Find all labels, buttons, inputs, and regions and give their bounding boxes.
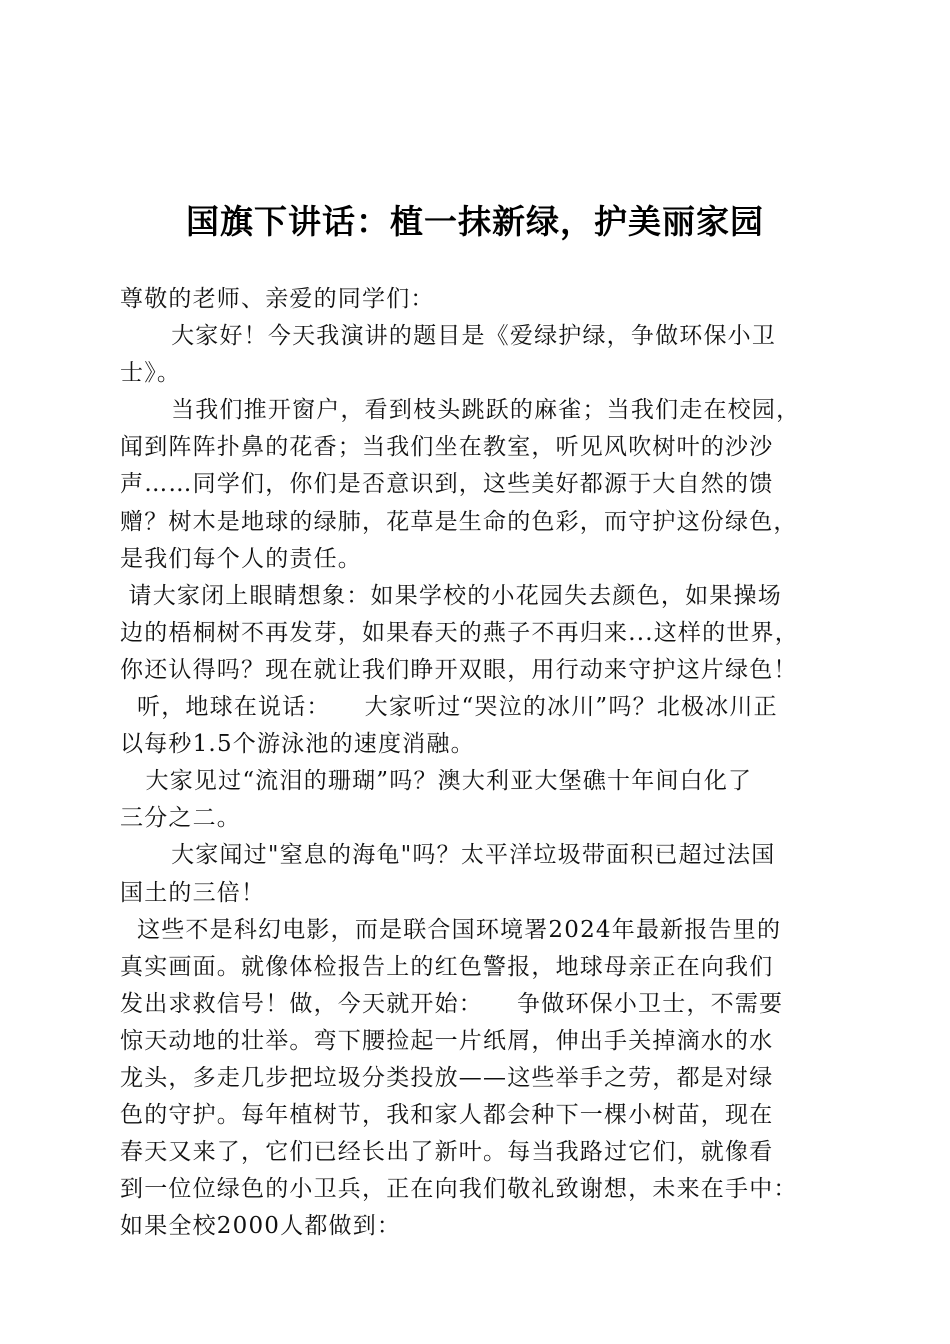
text-line: 请大家闭上眼睛想象：如果学校的小花园失去颜色，如果操场 [120, 582, 782, 609]
text-line: 三分之二。 [120, 805, 241, 832]
text-line: 春天又来了，它们已经长出了新叶。每当我路过它们，就像看 [120, 1139, 774, 1166]
speech-body [120, 281, 830, 1245]
text-line: 士》。 [120, 360, 182, 387]
text-line: 边的梧桐树不再发芽，如果春天的燕子不再归来...这样的世界， [120, 619, 799, 646]
text-line: 声……同学们，你们是否意识到，这些美好都源于大自然的馈 [120, 471, 774, 498]
text-line: 这些不是科幻电影，而是联合国环境署2024年最新报告里的 [120, 916, 782, 943]
text-line: 龙头，多走几步把垃圾分类投放——这些举手之劳，都是对绿 [120, 1064, 774, 1091]
text-line: 以每秒1.5个游泳池的速度消融。 [120, 731, 475, 758]
text-line: 国土的三倍！ [120, 879, 266, 906]
text-line: 大家见过“流泪的珊瑚”吗？澳大利亚大堡礁十年间白化了 [120, 768, 753, 795]
text-line: 赠？树木是地球的绿肺，花草是生命的色彩，而守护这份绿色， [120, 508, 798, 535]
text-line: 闻到阵阵扑鼻的花香；当我们坐在教室，听见风吹树叶的沙沙 [120, 434, 774, 461]
text-line: 色的守护。每年植树节，我和家人都会种下一棵小树苗，现在 [120, 1102, 774, 1129]
text-line: 大家好！今天我演讲的题目是《爱绿护绿，争做环保小卫 [120, 323, 777, 350]
text-line: 到一位位绿色的小卫兵，正在向我们敬礼致谢想，未来在手中： [120, 1176, 798, 1203]
text-line: 发出求救信号！做，今天就开始： 争做环保小卫士，不需要 [120, 990, 784, 1017]
text-line: 你还认得吗？现在就让我们睁开双眼，用行动来守护这片绿色！ [120, 656, 798, 683]
text-line: 当我们推开窗户，看到枝头跳跃的麻雀；当我们走在校园， [120, 397, 801, 424]
text-line: 惊天动地的壮举。弯下腰捡起一片纸屑，伸出手关掉滴水的水 [120, 1027, 774, 1054]
page-title: 国旗下讲话：植一抹新绿，护美丽家园 [186, 202, 764, 241]
text-line: 真实画面。就像体检报告上的红色警报，地球母亲正在向我们 [120, 953, 774, 980]
text-line: 如果全校2000人都做到： [120, 1213, 402, 1240]
text-line: 大家闻过"窒息的海龟"吗？太平洋垃圾带面积已超过法国 [120, 842, 776, 869]
text-line: 是我们每个人的责任。 [120, 545, 362, 572]
text-line: 尊敬的老师、亲爱的同学们： [120, 286, 435, 312]
text-line: 听，地球在说话： 大家听过“哭泣的冰川”吗？北极冰川正 [120, 694, 778, 721]
